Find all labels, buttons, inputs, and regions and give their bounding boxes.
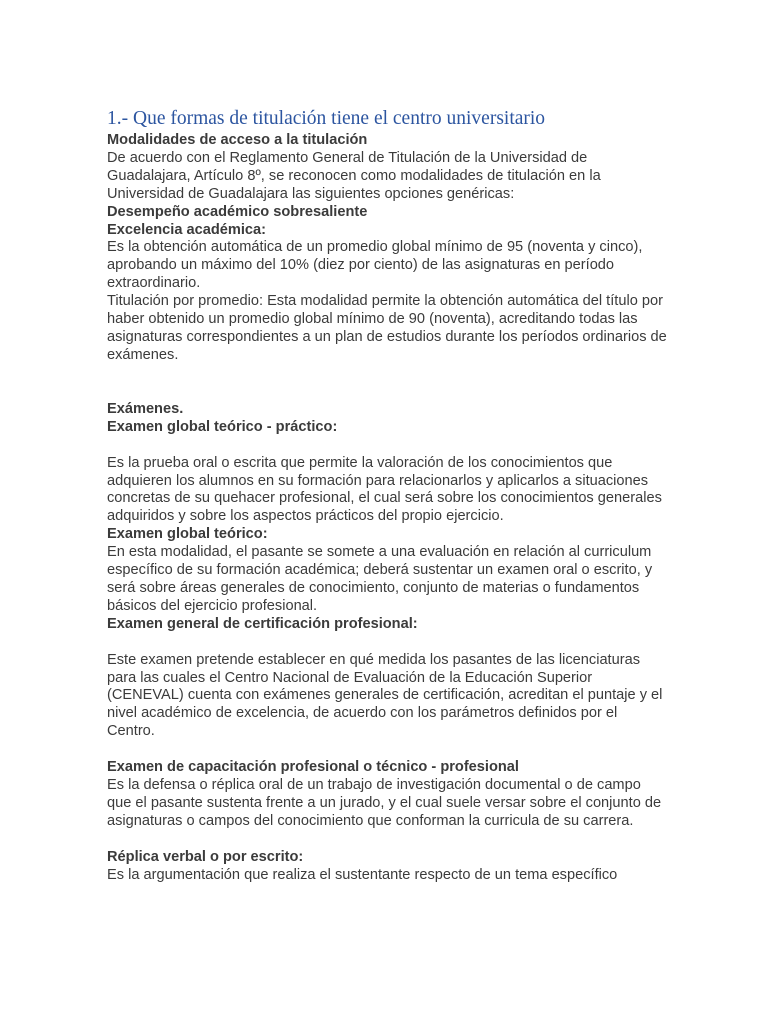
paragraph-titulacion-promedio: Titulación por promedio: Esta modalidad permite la obtención automática del título por haber obtenido un promedio global mínimo de 90 (noventa), acreditando todas las asignaturas correspondientes a un plan de estudios durante los períodos ordinarios de exámenes. xyxy=(107,293,667,363)
subheading-excelencia: Excelencia académica: xyxy=(107,221,267,238)
section-heading-modalidades: Modalidades de acceso a la titulación xyxy=(107,132,368,148)
document-title: 1.- Que formas de titulación tiene el centro universitario xyxy=(107,108,546,129)
paragraph-examen-global-teorico-practico: Es la prueba oral o escrita que permite la valoración de los conocimientos que adquieren los alumnos en su formación para relacionarlos y aplicarlos a situaciones concretas de su quehacer profesional, el cual será sobre los conocimientos generales adquiridos y sobre los aspectos prácticos del propio ejercicio. xyxy=(107,454,662,525)
paragraph-examen-capacitacion: Es la defensa o réplica oral de un trabajo de investigación documental o de campo que el pasante sustenta frente a un jurado, y el cual suele versar sobre el conjunto de asignaturas o campos del conocimiento que conforman la curricula de su carrera. xyxy=(107,777,662,829)
subheading-examen-certificacion: Examen general de certificación profesional: xyxy=(107,615,418,632)
spacer xyxy=(107,437,667,455)
subheading-examen-global-teorico-practico: Examen global teórico - práctico: xyxy=(107,418,338,435)
section-heading-desempeno: Desempeño académico sobresaliente xyxy=(107,203,368,220)
spacer xyxy=(107,634,667,652)
paragraph-examen-global-teorico: En esta modalidad, el pasante se somete a una evaluación en relación al curriculum específico de su formación académica; deberá sustentar un examen oral o escrito, y será sobre áreas generales de conocimiento, conjunto de materias o fundamentos básicos del ejercicio profesional. xyxy=(107,544,653,614)
spacer xyxy=(107,365,667,401)
paragraph-reglamento: De acuerdo con el Reglamento General de Titulación de la Universidad de Guadalajara, Artículo 8º, se reconocen como modalidades de titulación en la Universidad de Guadalajara las siguientes opciones genéricas: xyxy=(107,149,601,202)
subheading-examen-capacitacion: Examen de capacitación profesional o técnico - profesional xyxy=(107,759,519,776)
subheading-examen-global-teorico: Examen global teórico: xyxy=(107,526,268,543)
paragraph-excelencia: Es la obtención automática de un promedio global mínimo de 95 (noventa y cinco), aprobando un máximo del 10% (diez por ciento) de las asignaturas en período extraordinario. xyxy=(107,239,643,292)
document-page xyxy=(107,108,667,885)
spacer xyxy=(107,831,667,849)
subheading-replica: Réplica verbal o por escrito: xyxy=(107,848,304,865)
paragraph-replica: Es la argumentación que realiza el sustentante respecto de un tema específico xyxy=(107,866,618,883)
section-heading-examenes: Exámenes. xyxy=(107,400,184,417)
paragraph-examen-certificacion: Este examen pretende establecer en qué medida los pasantes de las licenciaturas para las cuales el Centro Nacional de Evaluación de la Educación Superior (CENEVAL) cuenta con exámenes generales de certificación, acreditan el puntaje y el nivel académico de excelencia, de acuerdo con los parámetros definidos por el Centro. xyxy=(107,651,663,740)
spacer xyxy=(107,741,667,759)
